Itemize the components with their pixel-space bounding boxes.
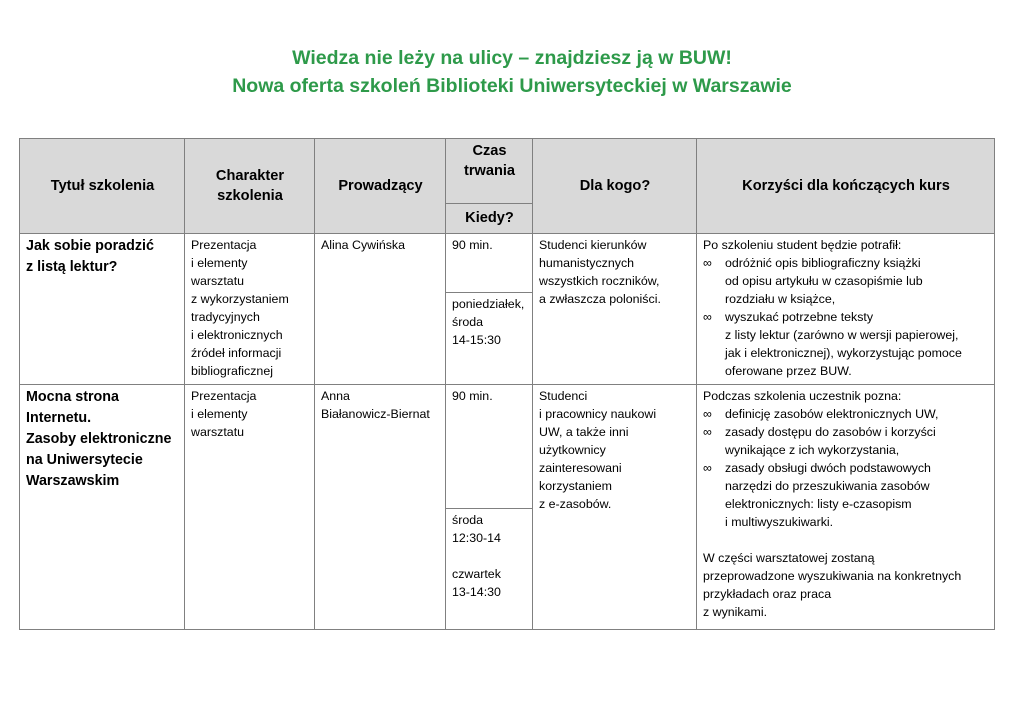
row2-kiedy: środa 12:30-14 czwartek 13-14:30: [446, 509, 533, 630]
header-czas: Czas trwania: [446, 139, 533, 204]
table-row: [20, 234, 995, 293]
page-title: [0, 44, 1024, 100]
bullet-icon: ∞: [703, 425, 712, 439]
header-charakter: Charakter szkolenia: [185, 139, 315, 234]
header-row: [20, 139, 995, 204]
row1-dla-kogo: Studenci kierunków humanistycznych wszystkich roczników, a zwłaszcza poloniści.: [533, 234, 697, 385]
bullet-icon: ∞: [703, 310, 712, 324]
row2-korzysci: Podczas szkolenia uczestnik pozna: ∞ definicję zasobów elektronicznych UW, ∞ zasady dostępu do zasobów i korzyści wynikające z ich wykorzystania, ∞ zasady obsługi dwóch podstawowych narzędzi do przeszukiwania zasobów elektronicznych: listy e-czasopism i multiwyszukiwarki. W części warsztatowej zostaną przeprowadzone wyszukiwania na konkretnych przykładach oraz praca z wynikami.: [697, 385, 995, 630]
row1-korzysci: Po szkoleniu student będzie potrafił: ∞ odróżnić opis bibliograficzny książki od opisu artykułu w czasopiśmie lub rozdziału w książce, ∞ wyszukać potrzebne teksty z listy lektur (zarówno w wersji papierowej, jak i elektronicznej), wykorzystując pomoce oferowane przez BUW.: [697, 234, 995, 385]
row2-prowadzacy: Anna Białanowicz-Biernat: [315, 385, 446, 630]
header-tytul: Tytuł szkolenia: [20, 139, 185, 234]
header-kiedy: Kiedy?: [446, 204, 533, 234]
header-dla-kogo: Dla kogo?: [533, 139, 697, 234]
row2-czas: 90 min.: [446, 385, 533, 509]
header-korzysci: Korzyści dla kończących kurs: [697, 139, 995, 234]
row1-title: Jak sobie poradzić z listą lektur?: [20, 234, 185, 385]
bullet-icon: ∞: [703, 407, 712, 421]
row1-czas: 90 min.: [446, 234, 533, 293]
title-line-1: Wiedza nie leży na ulicy – znajdziesz ją w BUW!: [292, 47, 732, 69]
training-table: [19, 138, 995, 630]
row1-prowadzacy: Alina Cywińska: [315, 234, 446, 385]
row1-charakter: Prezentacja i elementy warsztatu z wykorzystaniem tradycyjnych i elektronicznych źródeł informacji bibliograficznej: [185, 234, 315, 385]
row2-charakter: Prezentacja i elementy warsztatu: [185, 385, 315, 630]
row2-title: Mocna strona Internetu. Zasoby elektroniczne na Uniwersytecie Warszawskim: [20, 385, 185, 630]
row2-dla-kogo: Studenci i pracownicy naukowi UW, a także inni użytkownicy zainteresowani korzystaniem z e-zasobów.: [533, 385, 697, 630]
row1-kiedy: poniedziałek, środa 14-15:30: [446, 293, 533, 385]
header-prowadzacy: Prowadzący: [315, 139, 446, 234]
bullet-icon: ∞: [703, 461, 712, 475]
bullet-icon: ∞: [703, 256, 712, 270]
title-line-2: Nowa oferta szkoleń Biblioteki Uniwersyteckiej w Warszawie: [232, 75, 792, 97]
table-row: [20, 385, 995, 509]
